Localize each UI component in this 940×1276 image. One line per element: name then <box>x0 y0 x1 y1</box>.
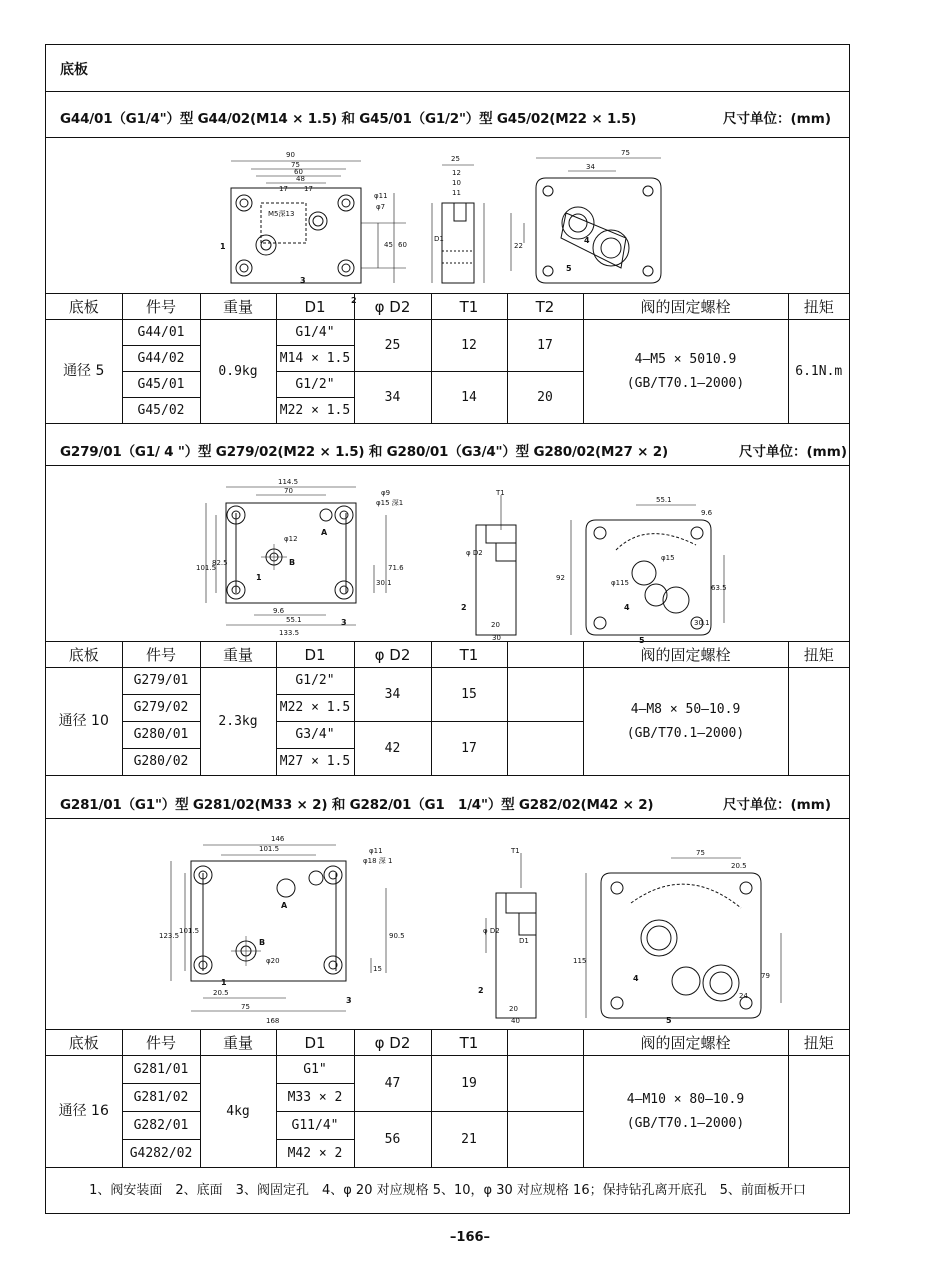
torque-cell: 6.1N.m <box>788 320 849 424</box>
part-number-cell: G45/01 <box>122 372 200 398</box>
header-part-number: 件号 <box>122 294 200 320</box>
t1-cell: 14 <box>431 372 507 424</box>
svg-text:20: 20 <box>491 621 500 629</box>
svg-text:20.5: 20.5 <box>213 989 229 997</box>
svg-text:101.5: 101.5 <box>259 845 280 853</box>
base-plate-drawing-2 <box>176 475 727 645</box>
svg-text:φ11: φ11 <box>374 192 388 200</box>
section-1-table <box>46 293 849 424</box>
weight-cell: 0.9kg <box>200 320 276 424</box>
section-2-table <box>46 641 849 776</box>
base-plate-drawing-1 <box>206 143 676 305</box>
svg-text:17: 17 <box>304 185 313 193</box>
svg-text:24: 24 <box>739 992 748 1000</box>
svg-text:101.5: 101.5 <box>179 927 200 935</box>
header-d1: D1 <box>276 294 354 320</box>
header-d1: D1 <box>276 642 354 668</box>
header-bolt: 阀的固定螺栓 <box>583 294 788 320</box>
part-number-cell: G280/01 <box>122 722 200 749</box>
section-2-title: G279/01（G1/ 4 "）型 G279/02(M22 × 1.5) 和 G280/01（G3/4"）型 G280/02(M27 × 2) <box>60 444 668 460</box>
weight-cell: 4kg <box>200 1056 276 1168</box>
header-t1: T1 <box>431 294 507 320</box>
svg-text:45: 45 <box>384 241 393 249</box>
header-d1: D1 <box>276 1030 354 1056</box>
footnote: 1、阀安装面 2、底面 3、阀固定孔 4、φ 20 对应规格 5、10，φ 30 对应规格 16；保持钻孔离开底孔 5、前面板开口 <box>89 1183 806 1198</box>
part-number-cell: G44/02 <box>122 346 200 372</box>
section-2-drawing <box>176 475 727 645</box>
d1-cell: G1/2" <box>276 372 354 398</box>
header-torque: 扭矩 <box>788 294 849 320</box>
size-group: 通径 5 <box>46 320 122 424</box>
t2-cell <box>507 1112 583 1168</box>
part-number-cell: G281/02 <box>122 1084 200 1112</box>
datasheet-frame <box>45 44 850 1214</box>
svg-text:5: 5 <box>566 264 572 273</box>
svg-text:4: 4 <box>584 236 590 245</box>
header-d2: φ D2 <box>354 294 431 320</box>
svg-text:22: 22 <box>514 242 523 250</box>
svg-text:30.1: 30.1 <box>376 579 392 587</box>
svg-text:20: 20 <box>509 1005 518 1013</box>
header-base-plate: 底板 <box>46 1030 122 1056</box>
section-1-title: G44/01（G1/4"）型 G44/02(M14 × 1.5) 和 G45/01（G1/2"）型 G45/02(M22 × 1.5) <box>60 111 637 127</box>
svg-text:82.5: 82.5 <box>212 559 228 567</box>
bolt-spec: 4–M8 × 50–10.9 <box>630 701 741 717</box>
svg-text:75: 75 <box>291 161 300 169</box>
svg-text:D1: D1 <box>434 235 444 243</box>
svg-text:1: 1 <box>220 242 226 251</box>
d1-cell: M22 × 1.5 <box>276 695 354 722</box>
header-t2-empty <box>507 1030 583 1056</box>
divider <box>46 465 849 466</box>
divider <box>46 818 849 819</box>
svg-text:T1: T1 <box>511 847 520 855</box>
svg-text:1: 1 <box>256 573 262 582</box>
header-t1: T1 <box>431 642 507 668</box>
d2-cell: 47 <box>354 1056 431 1112</box>
t1-cell: 21 <box>431 1112 507 1168</box>
section-3-title: G281/01（G1"）型 G281/02(M33 × 2) 和 G282/01（G1 1/4"）型 G282/02(M42 × 2) <box>60 797 654 813</box>
svg-text:9.6: 9.6 <box>273 607 285 615</box>
header-bolt: 阀的固定螺栓 <box>583 1030 788 1056</box>
torque-cell <box>788 668 849 776</box>
svg-text:40: 40 <box>511 1017 520 1025</box>
svg-text:70: 70 <box>284 487 293 495</box>
svg-text:3: 3 <box>341 618 347 627</box>
svg-text:75: 75 <box>696 849 705 857</box>
svg-text:168: 168 <box>266 1017 280 1025</box>
header-t2: T2 <box>507 294 583 320</box>
t1-cell: 19 <box>431 1056 507 1112</box>
section-1-drawing <box>206 143 676 305</box>
header-base-plate: 底板 <box>46 294 122 320</box>
svg-text:φ7: φ7 <box>376 203 386 211</box>
svg-text:φ18 深 1: φ18 深 1 <box>363 857 393 865</box>
svg-text:A: A <box>281 901 288 910</box>
header-bolt: 阀的固定螺栓 <box>583 642 788 668</box>
svg-text:48: 48 <box>296 175 305 183</box>
svg-text:3: 3 <box>300 276 306 285</box>
part-number-cell: G279/02 <box>122 695 200 722</box>
torque-cell <box>788 1056 849 1168</box>
svg-text:φ15 深1: φ15 深1 <box>376 499 404 507</box>
d1-cell: M27 × 1.5 <box>276 749 354 776</box>
svg-text:M5深13: M5深13 <box>268 210 295 218</box>
d2-cell: 25 <box>354 320 431 372</box>
t2-cell: 20 <box>507 372 583 424</box>
size-group: 通径 16 <box>46 1056 122 1168</box>
svg-text:30: 30 <box>492 634 501 642</box>
svg-text:20.5: 20.5 <box>731 862 747 870</box>
svg-text:60: 60 <box>398 241 407 249</box>
svg-text:10: 10 <box>452 179 461 187</box>
svg-text:φ12: φ12 <box>284 535 298 543</box>
header-weight: 重量 <box>200 642 276 668</box>
header-d2: φ D2 <box>354 642 431 668</box>
part-number-cell: G279/01 <box>122 668 200 695</box>
d2-cell: 34 <box>354 372 431 424</box>
section-3-drawing <box>141 833 770 1025</box>
svg-text:φ D2: φ D2 <box>483 927 500 935</box>
bolt-cell <box>583 320 788 424</box>
page-number: –166– <box>449 1230 491 1245</box>
header-torque: 扭矩 <box>788 1030 849 1056</box>
t2-cell: 17 <box>507 320 583 372</box>
section-1-unit: 尺寸单位：(mm) <box>723 111 831 127</box>
svg-text:55.1: 55.1 <box>656 496 672 504</box>
d1-cell: M42 × 2 <box>276 1140 354 1168</box>
d2-cell: 42 <box>354 722 431 776</box>
svg-text:146: 146 <box>271 835 285 843</box>
svg-text:B: B <box>259 938 266 947</box>
t2-cell <box>507 1056 583 1112</box>
svg-text:2: 2 <box>478 986 484 995</box>
weight-cell: 2.3kg <box>200 668 276 776</box>
svg-text:55.1: 55.1 <box>286 616 302 624</box>
svg-text:4: 4 <box>624 603 630 612</box>
header-t1: T1 <box>431 1030 507 1056</box>
part-number-cell: G280/02 <box>122 749 200 776</box>
svg-text:5: 5 <box>666 1016 672 1025</box>
bolt-cell <box>583 668 788 776</box>
bolt-standard: (GB/T70.1–2000) <box>626 725 745 741</box>
svg-text:90.5: 90.5 <box>389 932 405 940</box>
t1-cell: 17 <box>431 722 507 776</box>
divider <box>46 91 849 92</box>
svg-text:17: 17 <box>279 185 288 193</box>
bolt-spec: 4–M5 × 5010.9 <box>634 351 737 367</box>
svg-text:34: 34 <box>586 163 595 171</box>
svg-text:79: 79 <box>761 972 770 980</box>
svg-text:4: 4 <box>633 974 639 983</box>
section-3-unit: 尺寸单位：(mm) <box>723 797 831 813</box>
svg-text:90: 90 <box>286 151 295 159</box>
svg-text:101.5: 101.5 <box>196 564 217 572</box>
d1-cell: G1" <box>276 1056 354 1084</box>
page-title: 底板 <box>60 62 88 78</box>
d1-cell: M33 × 2 <box>276 1084 354 1112</box>
d1-cell: M14 × 1.5 <box>276 346 354 372</box>
svg-text:60: 60 <box>294 168 303 176</box>
svg-text:φ11: φ11 <box>369 847 383 855</box>
svg-text:123.5: 123.5 <box>159 932 180 940</box>
bolt-spec: 4–M10 × 80–10.9 <box>626 1091 745 1107</box>
d1-cell: G3/4" <box>276 722 354 749</box>
svg-text:30.1: 30.1 <box>694 619 710 627</box>
part-number-cell: G44/01 <box>122 320 200 346</box>
svg-text:15: 15 <box>373 965 382 973</box>
bolt-standard: (GB/T70.1–2000) <box>626 1115 745 1131</box>
svg-text:T1: T1 <box>496 489 505 497</box>
bolt-cell <box>583 1056 788 1168</box>
d1-cell: G11/4" <box>276 1112 354 1140</box>
header-torque: 扭矩 <box>788 642 849 668</box>
header-weight: 重量 <box>200 1030 276 1056</box>
svg-text:φ D2: φ D2 <box>466 549 483 557</box>
header-weight: 重量 <box>200 294 276 320</box>
part-number-cell: G45/02 <box>122 398 200 424</box>
base-plate-drawing-3 <box>141 833 770 1025</box>
d1-cell: M22 × 1.5 <box>276 398 354 424</box>
svg-text:A: A <box>321 528 328 537</box>
size-group: 通径 10 <box>46 668 122 776</box>
svg-text:φ9: φ9 <box>381 489 391 497</box>
svg-text:B: B <box>289 558 296 567</box>
part-number-cell: G282/01 <box>122 1112 200 1140</box>
header-base-plate: 底板 <box>46 642 122 668</box>
t1-cell: 12 <box>431 320 507 372</box>
header-d2: φ D2 <box>354 1030 431 1056</box>
svg-text:φ20: φ20 <box>266 957 280 965</box>
header-part-number: 件号 <box>122 642 200 668</box>
d2-cell: 56 <box>354 1112 431 1168</box>
t2-cell <box>507 668 583 722</box>
t1-cell: 15 <box>431 668 507 722</box>
svg-text:71.6: 71.6 <box>388 564 404 572</box>
svg-text:75: 75 <box>621 149 630 157</box>
svg-text:1: 1 <box>221 978 227 987</box>
svg-text:φ15: φ15 <box>661 554 675 562</box>
svg-text:12: 12 <box>452 169 461 177</box>
header-part-number: 件号 <box>122 1030 200 1056</box>
part-number-cell: G281/01 <box>122 1056 200 1084</box>
svg-text:φ115: φ115 <box>611 579 629 587</box>
svg-text:9.6: 9.6 <box>701 509 713 517</box>
d2-cell: 34 <box>354 668 431 722</box>
d1-cell: G1/4" <box>276 320 354 346</box>
svg-text:75: 75 <box>241 1003 250 1011</box>
svg-text:114.5: 114.5 <box>278 478 299 486</box>
svg-text:133.5: 133.5 <box>279 629 300 637</box>
section-2-unit: 尺寸单位：(mm) <box>739 444 847 460</box>
svg-text:D1: D1 <box>519 937 529 945</box>
svg-text:2: 2 <box>461 603 467 612</box>
svg-text:5: 5 <box>639 636 645 645</box>
header-t2-empty <box>507 642 583 668</box>
divider <box>46 137 849 138</box>
svg-text:2: 2 <box>351 296 357 305</box>
bolt-standard: (GB/T70.1–2000) <box>626 375 745 391</box>
svg-text:11: 11 <box>452 189 461 197</box>
svg-text:25: 25 <box>451 155 460 163</box>
t2-cell <box>507 722 583 776</box>
svg-text:3: 3 <box>346 996 352 1005</box>
svg-text:115: 115 <box>573 957 587 965</box>
section-3-table <box>46 1029 849 1168</box>
d1-cell: G1/2" <box>276 668 354 695</box>
part-number-cell: G4282/02 <box>122 1140 200 1168</box>
svg-text:92: 92 <box>556 574 565 582</box>
svg-text:63.5: 63.5 <box>711 584 727 592</box>
